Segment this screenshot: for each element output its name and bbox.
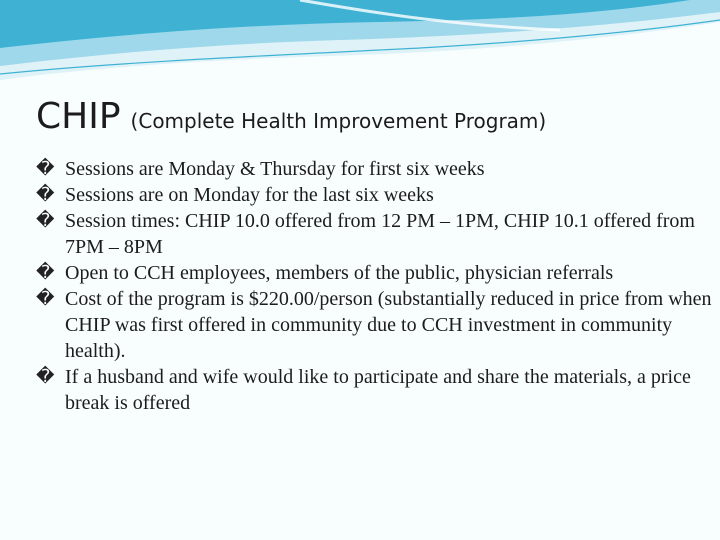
bullet-item [36, 182, 716, 208]
bullet-text: Sessions are Monday & Thursday for first six weeks [65, 158, 485, 180]
bullet-text: If a husband and wife would like to participate and share the materials, a price break is offered [65, 366, 691, 414]
bullet-marker-icon: � [36, 184, 55, 205]
bullet-marker-icon: � [36, 262, 55, 283]
bullet-marker-icon: � [36, 210, 55, 231]
decorative-wave-banner [0, 0, 720, 90]
bullet-text: Session times: CHIP 10.0 offered from 12 PM – 1PM, CHIP 10.1 offered from 7PM – 8PM [65, 210, 695, 258]
bullet-text: Cost of the program is $220.00/person (substantially reduced in price from when CHIP was first offered in community due to CCH investment in community health). [65, 288, 712, 362]
title-subtitle: (Complete Health Improvement Program) [130, 109, 547, 133]
bullet-text: Open to CCH employees, members of the public, physician referrals [65, 262, 614, 284]
bullet-list [36, 156, 716, 416]
bullet-item [36, 156, 716, 182]
bullet-marker-icon: � [36, 366, 55, 387]
bullet-item [36, 286, 716, 364]
bullet-item [36, 260, 716, 286]
bullet-marker-icon: � [36, 158, 55, 179]
bullet-marker-icon: � [36, 288, 55, 309]
bullet-text: Sessions are on Monday for the last six weeks [65, 184, 434, 206]
slide-title [36, 96, 546, 137]
bullet-item [36, 364, 716, 416]
title-main: CHIP [36, 96, 121, 137]
bullet-item [36, 208, 716, 260]
